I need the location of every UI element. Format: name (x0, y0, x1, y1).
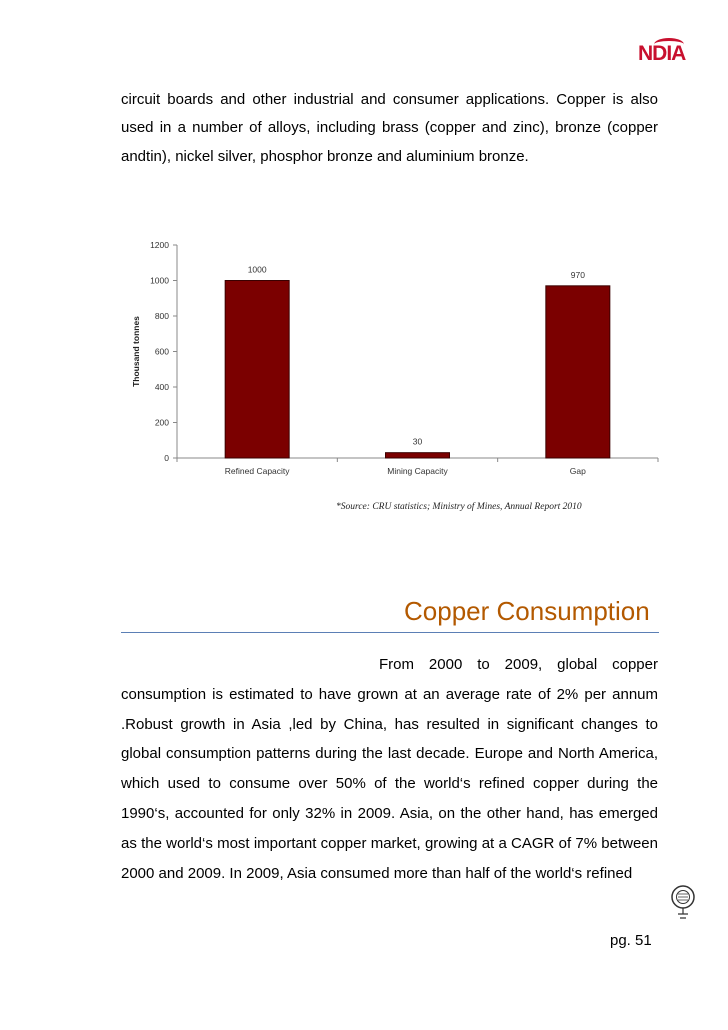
ndia-logo (638, 38, 686, 72)
bar (546, 286, 610, 458)
y-tick-label: 600 (154, 346, 169, 357)
section-divider (121, 632, 659, 633)
section-title: Copper Consumption (404, 596, 650, 626)
y-tick-label: 200 (154, 417, 169, 428)
data-label: 1000 (247, 264, 267, 275)
intro-paragraph: circuit boards and other industrial and consumer applications. Copper is also used in a number of alloys, including brass (copper and zinc), bronze (copper andtin), nickel silver, phosphor bronze and aluminium bronze. (121, 91, 658, 165)
y-tick-label: 0 (164, 453, 169, 463)
bar (386, 453, 450, 458)
x-tick-label: Refined Capacity (224, 466, 290, 476)
data-label: 970 (570, 269, 585, 280)
capacity-chart (120, 232, 665, 492)
y-tick-label: 400 (154, 382, 169, 392)
consumption-paragraph: From 2000 to 2009, global copper consumption is estimated to have grown at an average rate of 2% per annum .Robust growth in Asia ,led by China, has resulted in significant changes to global consumption patterns during the last decade. Europe and North America, which used to consume over 50% of the world‘s refined copper during the 1990‘s, accounted for only 32% in 2009. Asia, on the other hand, has emerged as the world‘s most important copper market, growing at a CAGR of 7% between 2000 and 2009. In 2009, Asia consumed more than half of the world‘s refined (121, 656, 658, 882)
emblem-icon (668, 884, 698, 920)
y-tick-label: 1000 (150, 275, 169, 286)
source-note: *Source: CRU statistics; Ministry of Mines, Annual Report 2010 (336, 502, 582, 512)
x-tick-label: Mining Capacity (387, 466, 448, 476)
y-axis-label: Thousand tonnes (131, 316, 141, 387)
y-tick-label: 800 (154, 311, 169, 321)
bar (225, 281, 289, 459)
y-tick-label: 1200 (150, 240, 169, 250)
x-tick-label: Gap (569, 466, 586, 476)
chart-svg (120, 232, 665, 492)
data-label: 30 (412, 436, 423, 447)
logo-text: NDIA (638, 42, 686, 65)
page-number: pg. 51 (610, 932, 652, 949)
